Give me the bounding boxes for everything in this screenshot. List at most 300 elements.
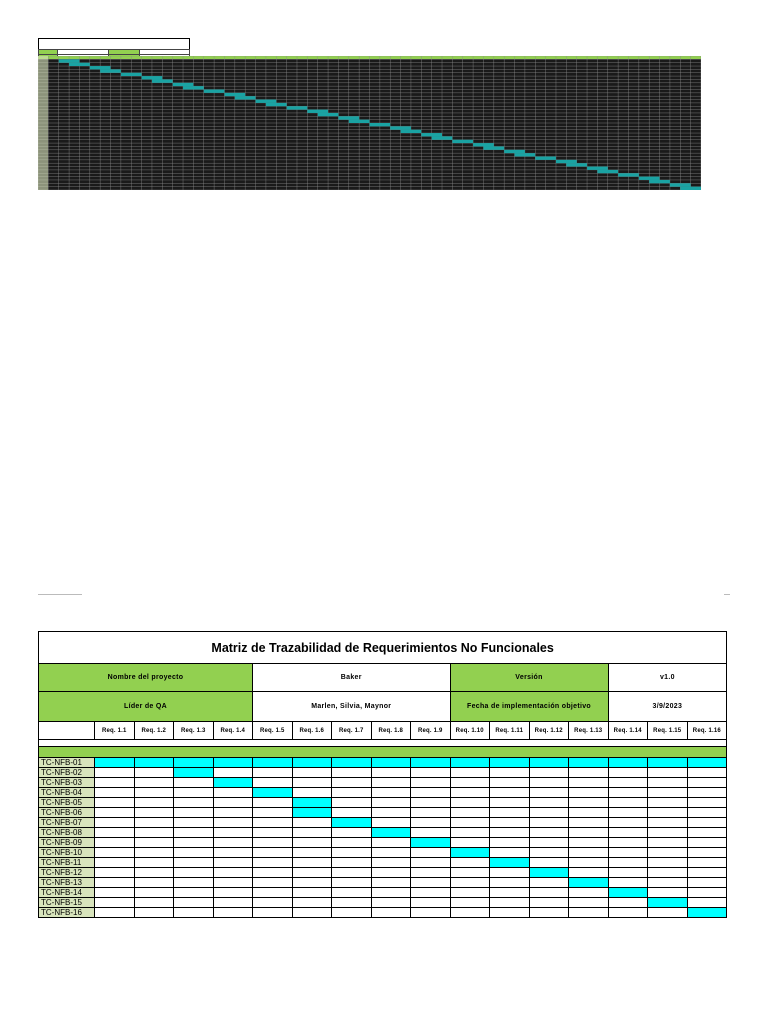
coverage-cell (687, 798, 727, 808)
coverage-cell (95, 828, 135, 838)
coverage-cell (608, 788, 648, 798)
coverage-cell (608, 798, 648, 808)
coverage-cell (608, 838, 648, 848)
coverage-cell (687, 818, 727, 828)
coverage-cell (687, 788, 727, 798)
corner-cell (39, 722, 95, 740)
coverage-cell (174, 798, 214, 808)
section-band-row (39, 747, 727, 758)
coverage-cell (95, 798, 135, 808)
overview-diagonal-hit (421, 133, 442, 136)
coverage-cell (569, 898, 609, 908)
test-case-id: TC-NFB-07 (39, 818, 95, 828)
requirement-header: Req. 1.16 (687, 722, 727, 740)
coverage-cell (134, 868, 174, 878)
project-name-label: Nombre del proyecto (39, 664, 253, 692)
coverage-cell (490, 848, 530, 858)
overview-diagonal-hit (59, 59, 80, 62)
coverage-cell (608, 848, 648, 858)
coverage-cell-covered (292, 808, 332, 818)
qa-lead-label: Líder de QA (39, 692, 253, 722)
coverage-cell (569, 888, 609, 898)
coverage-cell (608, 768, 648, 778)
target-date-value: 3/9/2023 (608, 692, 727, 722)
coverage-cell (213, 768, 253, 778)
coverage-cell (213, 908, 253, 918)
coverage-cell-covered (371, 758, 411, 768)
coverage-cell (529, 848, 569, 858)
coverage-cell (569, 858, 609, 868)
coverage-cell (490, 808, 530, 818)
test-case-row (39, 888, 727, 898)
test-case-id: TC-NFB-01 (39, 758, 95, 768)
coverage-cell (569, 778, 609, 788)
coverage-cell (608, 898, 648, 908)
coverage-cell (174, 808, 214, 818)
coverage-cell (332, 788, 372, 798)
coverage-cell (411, 798, 451, 808)
test-case-id: TC-NFB-06 (39, 808, 95, 818)
coverage-cell (450, 908, 490, 918)
coverage-cell (332, 888, 372, 898)
test-case-row (39, 868, 727, 878)
test-case-row (39, 848, 727, 858)
coverage-cell (134, 878, 174, 888)
coverage-cell (490, 898, 530, 908)
coverage-cell (253, 778, 293, 788)
coverage-cell (490, 788, 530, 798)
coverage-cell (213, 868, 253, 878)
overview-diagonal-hit (266, 103, 287, 106)
coverage-cell (490, 798, 530, 808)
coverage-cell (95, 868, 135, 878)
coverage-cell (687, 778, 727, 788)
overview-thumbnail (38, 38, 701, 190)
matrix-title: Matriz de Trazabilidad de Requerimientos No Funcionales (39, 632, 727, 664)
coverage-cell (95, 768, 135, 778)
coverage-cell (490, 868, 530, 878)
coverage-cell-covered (411, 838, 451, 848)
coverage-cell (569, 838, 609, 848)
coverage-cell (608, 828, 648, 838)
coverage-cell (95, 778, 135, 788)
overview-diagonal-hit (318, 113, 339, 116)
overview-label-column (38, 56, 48, 190)
coverage-cell (648, 858, 688, 868)
coverage-cell (371, 868, 411, 878)
coverage-cell (213, 808, 253, 818)
overview-diagonal-hit (349, 120, 370, 123)
overview-diagonal-hit (287, 106, 308, 109)
coverage-cell (450, 778, 490, 788)
coverage-cell (134, 828, 174, 838)
coverage-cell (569, 788, 609, 798)
coverage-cell (490, 768, 530, 778)
coverage-cell (253, 838, 293, 848)
coverage-cell (490, 908, 530, 918)
coverage-cell (213, 788, 253, 798)
test-case-id: TC-NFB-16 (39, 908, 95, 918)
coverage-cell (134, 768, 174, 778)
requirement-header: Req. 1.9 (411, 722, 451, 740)
overview-diagonal-hit (618, 173, 639, 176)
coverage-cell (529, 818, 569, 828)
coverage-cell (529, 788, 569, 798)
coverage-cell (687, 768, 727, 778)
requirements-header-row (39, 722, 727, 740)
coverage-cell-covered (648, 758, 688, 768)
coverage-cell (648, 908, 688, 918)
qa-lead-value: Marlen, Silvia, Maynor (253, 692, 451, 722)
test-case-id: TC-NFB-02 (39, 768, 95, 778)
coverage-cell (648, 828, 688, 838)
test-case-id: TC-NFB-03 (39, 778, 95, 788)
test-case-id: TC-NFB-05 (39, 798, 95, 808)
test-case-row (39, 778, 727, 788)
requirement-header: Req. 1.11 (490, 722, 530, 740)
overview-diagonal-hit (69, 63, 90, 66)
coverage-cell (95, 808, 135, 818)
coverage-cell (490, 778, 530, 788)
coverage-cell (253, 768, 293, 778)
coverage-cell-covered (529, 758, 569, 768)
coverage-cell (608, 878, 648, 888)
coverage-cell (95, 898, 135, 908)
target-date-label: Fecha de implementación objetivo (450, 692, 608, 722)
coverage-cell (371, 798, 411, 808)
coverage-cell (569, 798, 609, 808)
coverage-cell (174, 858, 214, 868)
version-label: Versión (450, 664, 608, 692)
coverage-cell (687, 888, 727, 898)
coverage-cell-covered (490, 758, 530, 768)
coverage-cell (174, 848, 214, 858)
requirement-header: Req. 1.4 (213, 722, 253, 740)
coverage-cell (687, 858, 727, 868)
coverage-cell (411, 898, 451, 908)
coverage-cell (450, 798, 490, 808)
requirement-header: Req. 1.3 (174, 722, 214, 740)
coverage-cell (371, 788, 411, 798)
coverage-cell (648, 778, 688, 788)
coverage-cell (687, 828, 727, 838)
requirement-header: Req. 1.14 (608, 722, 648, 740)
test-case-row (39, 788, 727, 798)
coverage-cell (95, 858, 135, 868)
coverage-cell (253, 888, 293, 898)
coverage-cell-covered (213, 778, 253, 788)
coverage-cell (95, 878, 135, 888)
coverage-cell (134, 838, 174, 848)
coverage-cell (608, 908, 648, 918)
coverage-cell (411, 858, 451, 868)
coverage-cell (174, 778, 214, 788)
coverage-cell (95, 838, 135, 848)
coverage-cell (292, 788, 332, 798)
coverage-cell (648, 878, 688, 888)
test-case-id: TC-NFB-10 (39, 848, 95, 858)
coverage-cell (253, 818, 293, 828)
coverage-cell (332, 878, 372, 888)
coverage-cell (529, 908, 569, 918)
coverage-cell (411, 868, 451, 878)
coverage-cell (292, 838, 332, 848)
coverage-cell (529, 898, 569, 908)
coverage-cell (411, 848, 451, 858)
coverage-cell (529, 808, 569, 818)
coverage-cell (450, 868, 490, 878)
test-case-id: TC-NFB-09 (39, 838, 95, 848)
coverage-cell (648, 888, 688, 898)
overview-diagonal-hit (515, 153, 536, 156)
overview-diagonal-hit (639, 177, 660, 180)
coverage-cell (292, 848, 332, 858)
coverage-cell (253, 808, 293, 818)
test-case-id: TC-NFB-11 (39, 858, 95, 868)
coverage-cell (95, 908, 135, 918)
coverage-cell-covered (687, 758, 727, 768)
coverage-cell (174, 838, 214, 848)
coverage-cell (174, 788, 214, 798)
coverage-cell (332, 828, 372, 838)
coverage-cell (134, 848, 174, 858)
coverage-cell (529, 838, 569, 848)
test-case-id: TC-NFB-04 (39, 788, 95, 798)
coverage-cell (174, 828, 214, 838)
coverage-cell (648, 818, 688, 828)
coverage-cell (687, 878, 727, 888)
overview-diagonal-hit (504, 150, 525, 153)
test-case-row (39, 808, 727, 818)
coverage-cell (332, 908, 372, 918)
coverage-cell (608, 808, 648, 818)
coverage-cell (569, 818, 609, 828)
coverage-cell (174, 908, 214, 918)
coverage-cell (450, 808, 490, 818)
coverage-cell (529, 778, 569, 788)
coverage-cell (253, 848, 293, 858)
coverage-cell (608, 818, 648, 828)
coverage-cell (174, 868, 214, 878)
coverage-cell (253, 868, 293, 878)
test-case-id: TC-NFB-14 (39, 888, 95, 898)
overview-grid-svg (38, 56, 701, 190)
overview-diagonal-hit (680, 187, 701, 190)
coverage-cell (687, 868, 727, 878)
coverage-cell (687, 838, 727, 848)
coverage-cell (490, 888, 530, 898)
coverage-cell (411, 878, 451, 888)
overview-diagonal-hit (473, 143, 494, 146)
coverage-cell-covered (213, 758, 253, 768)
requirement-header: Req. 1.8 (371, 722, 411, 740)
overview-grid (38, 56, 701, 190)
coverage-cell (450, 818, 490, 828)
coverage-cell (450, 858, 490, 868)
overview-diagonal-hit (100, 69, 121, 72)
coverage-cell (134, 898, 174, 908)
coverage-cell-covered (411, 758, 451, 768)
coverage-cell (253, 878, 293, 888)
coverage-cell (411, 888, 451, 898)
overview-diagonal-hit (256, 100, 277, 103)
traceability-matrix (38, 631, 727, 918)
coverage-cell (608, 868, 648, 878)
coverage-cell (411, 828, 451, 838)
coverage-cell (253, 798, 293, 808)
coverage-cell (687, 808, 727, 818)
overview-diagonal-hit (452, 140, 473, 143)
test-case-row (39, 908, 727, 918)
coverage-cell-covered (332, 818, 372, 828)
coverage-cell (213, 838, 253, 848)
requirement-header: Req. 1.6 (292, 722, 332, 740)
coverage-cell (95, 848, 135, 858)
coverage-cell-covered (608, 888, 648, 898)
test-case-row (39, 898, 727, 908)
coverage-cell (292, 778, 332, 788)
coverage-cell (371, 878, 411, 888)
coverage-cell (174, 878, 214, 888)
coverage-cell (213, 828, 253, 838)
coverage-cell (292, 818, 332, 828)
coverage-cell-covered (569, 758, 609, 768)
coverage-cell (332, 838, 372, 848)
requirement-header: Req. 1.15 (648, 722, 688, 740)
coverage-cell-covered (687, 908, 727, 918)
coverage-cell (95, 888, 135, 898)
coverage-cell (292, 878, 332, 888)
overview-diagonal-hit (401, 130, 422, 133)
coverage-cell (490, 878, 530, 888)
coverage-cell (569, 768, 609, 778)
coverage-cell (95, 818, 135, 828)
coverage-cell (529, 828, 569, 838)
coverage-cell (174, 818, 214, 828)
coverage-cell (648, 768, 688, 778)
coverage-cell-covered (292, 798, 332, 808)
coverage-cell (569, 868, 609, 878)
coverage-cell (292, 868, 332, 878)
coverage-cell (569, 808, 609, 818)
test-case-id: TC-NFB-13 (39, 878, 95, 888)
coverage-cell-covered (253, 788, 293, 798)
coverage-cell (332, 778, 372, 788)
spacer-row (39, 740, 727, 747)
coverage-cell (213, 898, 253, 908)
coverage-cell (371, 838, 411, 848)
coverage-cell (332, 868, 372, 878)
test-case-row (39, 818, 727, 828)
coverage-cell (174, 888, 214, 898)
coverage-cell (648, 808, 688, 818)
coverage-cell-covered (648, 898, 688, 908)
coverage-cell (411, 908, 451, 918)
coverage-cell (411, 788, 451, 798)
coverage-cell (332, 898, 372, 908)
coverage-cell (332, 798, 372, 808)
coverage-cell-covered (292, 758, 332, 768)
coverage-cell (687, 848, 727, 858)
coverage-cell (450, 878, 490, 888)
coverage-cell-covered (95, 758, 135, 768)
requirement-header: Req. 1.10 (450, 722, 490, 740)
coverage-cell (134, 888, 174, 898)
coverage-cell (648, 798, 688, 808)
coverage-cell (687, 898, 727, 908)
coverage-cell (411, 818, 451, 828)
project-name-value: Baker (253, 664, 451, 692)
overview-diagonal-hit (566, 163, 587, 166)
overview-diagonal-hit (307, 110, 328, 113)
coverage-cell (134, 778, 174, 788)
test-case-row (39, 858, 727, 868)
coverage-cell (569, 828, 609, 838)
overview-diagonal-hit (224, 93, 245, 96)
overview-diagonal-hit (338, 116, 359, 119)
overview-diagonal-hit (152, 79, 173, 82)
requirement-header: Req. 1.5 (253, 722, 293, 740)
coverage-cell (648, 868, 688, 878)
page-break-left (38, 594, 82, 595)
coverage-cell (134, 808, 174, 818)
coverage-cell (292, 888, 332, 898)
overview-diagonal-hit (142, 76, 163, 79)
overview-diagonal-hit (121, 73, 142, 76)
coverage-cell (490, 828, 530, 838)
coverage-cell (450, 788, 490, 798)
coverage-cell (648, 788, 688, 798)
coverage-cell (213, 818, 253, 828)
coverage-cell (332, 808, 372, 818)
coverage-cell-covered (174, 758, 214, 768)
requirement-header: Req. 1.13 (569, 722, 609, 740)
coverage-cell (529, 858, 569, 868)
coverage-cell (569, 848, 609, 858)
coverage-cell (608, 778, 648, 788)
coverage-cell-covered (253, 758, 293, 768)
coverage-cell (253, 828, 293, 838)
coverage-cell (648, 848, 688, 858)
requirement-header: Req. 1.2 (134, 722, 174, 740)
coverage-cell (371, 778, 411, 788)
coverage-cell-covered (608, 758, 648, 768)
overview-diagonal-hit (670, 183, 691, 186)
coverage-cell (490, 818, 530, 828)
coverage-cell (411, 808, 451, 818)
coverage-cell (213, 878, 253, 888)
coverage-cell-covered (332, 758, 372, 768)
coverage-cell (529, 768, 569, 778)
coverage-cell (134, 788, 174, 798)
coverage-cell (529, 878, 569, 888)
coverage-cell (411, 768, 451, 778)
overview-diagonal-hit (587, 167, 608, 170)
test-case-rows (39, 758, 727, 918)
overview-diagonal-hit (183, 86, 204, 89)
overview-diagonal-hit (235, 96, 256, 99)
coverage-cell (450, 888, 490, 898)
coverage-cell (569, 908, 609, 918)
coverage-cell (371, 898, 411, 908)
coverage-cell (371, 818, 411, 828)
overview-diagonal-hit (649, 180, 670, 183)
coverage-cell (450, 838, 490, 848)
coverage-cell (450, 828, 490, 838)
coverage-cell (134, 858, 174, 868)
test-case-row (39, 878, 727, 888)
coverage-cell (371, 888, 411, 898)
